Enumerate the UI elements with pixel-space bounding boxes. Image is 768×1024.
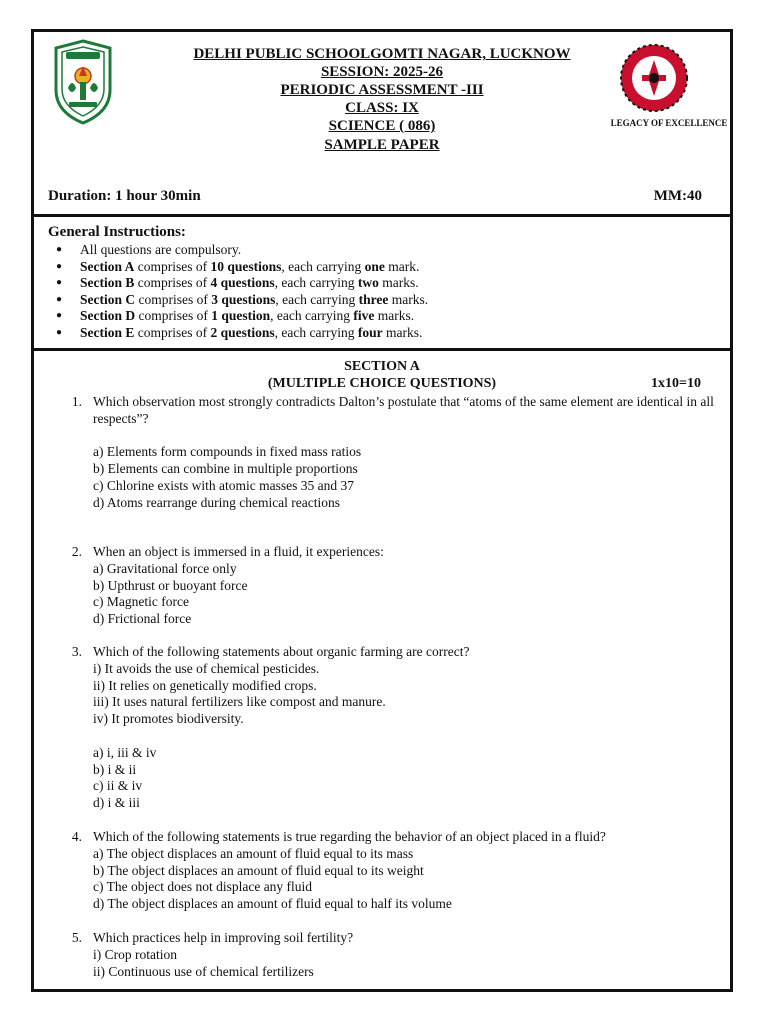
question-3 [62,644,722,812]
question-number: 2. [71,544,82,559]
bullet-icon: ● [56,310,63,322]
duration: Duration: 1 hour 30min [48,188,201,204]
group-logo-icon [612,38,732,116]
instruction-item: ● Section C comprises of 3 questions, each carrying three marks. [52,292,428,309]
option: c) Chlorine exists with atomic masses 35 and 37 [93,477,354,493]
option: b) i & ii [93,761,137,777]
option: b) Upthrust or buoyant force [93,577,248,593]
option: b) The object displaces an amount of fluid equal to its weight [93,862,424,878]
question-number: 4. [71,829,82,844]
option: b) Elements can combine in multiple proportions [93,461,358,477]
option: a) The object displaces an amount of fluid equal to its mass [93,845,414,861]
school-name: DELHI PUBLIC SCHOOLGOMTI NAGAR, LUCKNOW [193,46,571,62]
option: a) i, iii & iv [93,744,157,760]
instruction-item: ● Section E comprises of 2 questions, each carrying four marks. [52,325,428,342]
divider [34,348,730,351]
instruction-item: ● All questions are compulsory. [52,242,428,259]
question-text: When an object is immersed in a fluid, it experiences: [93,544,384,559]
statement: ii) Continuous use of chemical fertilizers [93,963,314,979]
question-number: 3. [71,644,82,659]
logo-tagline: LEGACY OF EXCELLENCE [610,118,728,128]
bullet-icon: ● [56,244,63,255]
statement: ii) It relies on genetically modified crops. [93,677,317,693]
question-text: Which of the following statements is true regarding the behavior of an object placed in a fluid? [93,829,606,844]
option: a) Gravitational force only [93,560,237,576]
statement: iii) It uses natural fertilizers like compost and manure. [93,694,386,710]
divider [34,214,730,217]
option: a) Elements form compounds in fixed mass ratios [93,444,362,460]
option: c) The object does not displace any fluid [93,879,313,895]
question-2 [62,544,722,628]
option: d) Frictional force [93,611,192,627]
option: d) i & iii [93,795,140,811]
group-logo [612,38,732,134]
assessment-title: PERIODIC ASSESSMENT -III [280,82,484,98]
question-number: 1. [71,394,82,409]
bullet-icon: ● [56,260,63,272]
paper-label: SAMPLE PAPER [324,137,440,153]
instructions-list [52,242,428,342]
subject-label: SCIENCE ( 086) [328,118,436,134]
bullet-icon: ● [56,293,63,305]
instructions-title: General Instructions: [48,224,186,240]
statement: iv) It promotes biodiversity. [93,711,244,727]
session: SESSION: 2025-26 [320,64,444,80]
instruction-item: ● Section A comprises of 10 questions, each carrying one mark. [52,259,428,276]
option: c) Magnetic force [93,594,189,610]
question-5 [62,930,722,980]
paper-frame [31,29,733,992]
bullet-icon: ● [56,326,63,338]
bullet-icon: ● [56,277,63,289]
section-title: SECTION A [344,359,420,374]
question-number: 5. [71,930,82,945]
question-text: Which observation most strongly contradicts Dalton’s postulate that “atoms of the same element are identical in all respects”? [93,394,714,426]
question-text: Which practices help in improving soil fertility? [93,930,354,945]
option: d) The object displaces an amount of fluid equal to half its volume [93,896,452,912]
question-1 [62,394,722,512]
question-text: Which of the following statements about organic farming are correct? [93,644,470,659]
max-marks: MM:40 [653,188,702,204]
statement: i) Crop rotation [93,946,177,962]
instruction-item: ● Section B comprises of 4 questions, each carrying two marks. [52,275,428,292]
section-marks: 1x10=10 [651,376,701,391]
class-label: CLASS: IX [345,100,419,116]
option: c) ii & iv [93,778,143,794]
question-4 [62,829,722,913]
instruction-item: ● Section D comprises of 1 question, each carrying five marks. [52,308,428,325]
statement: i) It avoids the use of chemical pesticides. [93,660,320,676]
option: d) Atoms rearrange during chemical reactions [93,494,341,510]
section-subtitle: (MULTIPLE CHOICE QUESTIONS) [267,376,497,391]
